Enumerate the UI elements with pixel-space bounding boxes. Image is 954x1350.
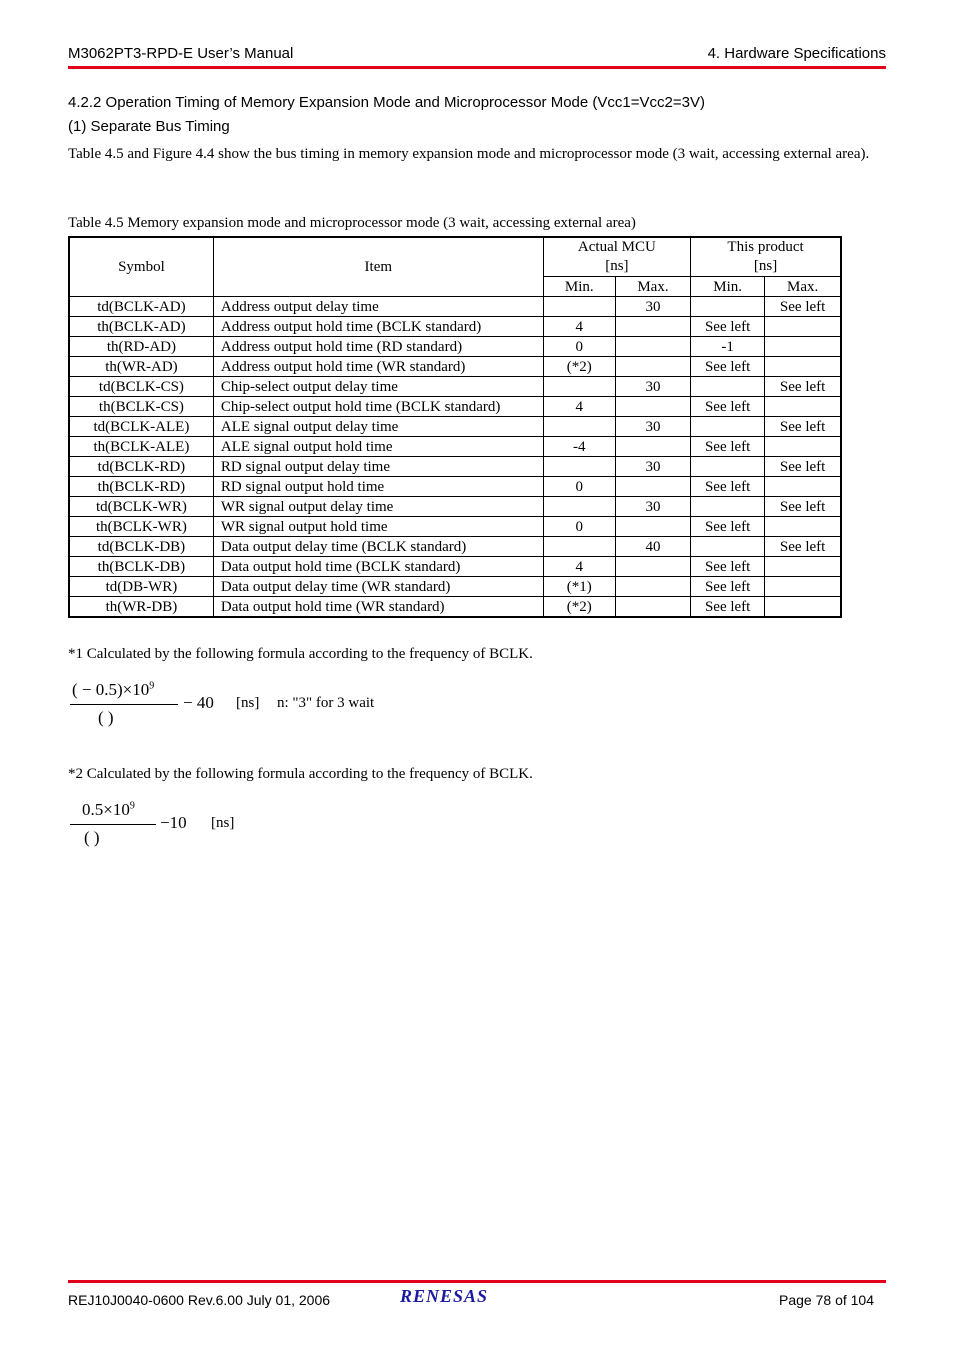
cell-symbol: th(WR-DB) (69, 597, 213, 618)
table-row (69, 377, 841, 397)
note1-tail: − 40 (183, 693, 214, 712)
table-row (69, 477, 841, 497)
cell-this-max (765, 337, 841, 357)
cell-item: RD signal output hold time (213, 477, 543, 497)
cell-actual-max: 40 (615, 537, 690, 557)
footer-doc-id: REJ10J0040-0600 Rev.6.00 July 01, 2006 (68, 1292, 331, 1308)
cell-actual-min: 4 (543, 317, 615, 337)
cell-symbol: td(BCLK-WR) (69, 497, 213, 517)
table-row (69, 557, 841, 577)
cell-actual-max (615, 397, 690, 417)
note1-numerator-text: ( − 0.5)×10 (72, 680, 150, 699)
table-caption: Table 4.5 Memory expansion mode and microprocessor mode (3 wait, accessing external area) (68, 215, 636, 231)
cell-symbol: th(BCLK-RD) (69, 477, 213, 497)
note1-numerator (72, 680, 154, 700)
cell-this-min (691, 297, 765, 317)
note2-text: *2 Calculated by the following formula according to the frequency of BCLK. (68, 766, 533, 782)
cell-actual-max (615, 597, 690, 618)
cell-this-max (765, 477, 841, 497)
cell-actual-max (615, 317, 690, 337)
header-actual-min: Min. (543, 277, 615, 297)
cell-this-max (765, 317, 841, 337)
note1-exponent: 9 (149, 680, 155, 692)
cell-this-min: See left (691, 577, 765, 597)
cell-item: RD signal output delay time (213, 457, 543, 477)
cell-item: Data output hold time (BCLK standard) (213, 557, 543, 577)
cell-item: ALE signal output delay time (213, 417, 543, 437)
timing-table (68, 236, 842, 618)
section-title: 4.2.2 Operation Timing of Memory Expansion Mode and Microprocessor Mode (Vcc1=Vcc2=3V) (68, 94, 705, 111)
table-row (69, 517, 841, 537)
cell-this-max (765, 597, 841, 618)
table-row (69, 537, 841, 557)
header-actual-max: Max. (615, 277, 690, 297)
header-section-title: 4. Hardware Specifications (707, 45, 886, 62)
header-this-product-unit: [ns] (753, 258, 778, 274)
header-item: Item (213, 237, 543, 297)
cell-symbol: td(BCLK-RD) (69, 457, 213, 477)
cell-item: WR signal output delay time (213, 497, 543, 517)
cell-this-min: See left (691, 397, 765, 417)
cell-this-min: See left (691, 437, 765, 457)
cell-item: WR signal output hold time (213, 517, 543, 537)
cell-this-max: See left (765, 457, 841, 477)
cell-actual-max (615, 437, 690, 457)
cell-this-min (691, 457, 765, 477)
cell-symbol: th(BCLK-WR) (69, 517, 213, 537)
cell-this-max (765, 557, 841, 577)
table-row (69, 357, 841, 377)
cell-this-min (691, 377, 765, 397)
cell-actual-min (543, 297, 615, 317)
cell-this-max: See left (765, 497, 841, 517)
cell-this-min: -1 (691, 337, 765, 357)
table-row (69, 497, 841, 517)
note2-exponent: 9 (129, 800, 135, 812)
cell-this-max: See left (765, 537, 841, 557)
cell-this-min: See left (691, 317, 765, 337)
subsection-title: (1) Separate Bus Timing (68, 118, 230, 135)
header-actual-mcu-label: Actual MCU (577, 239, 656, 255)
cell-item: Address output delay time (213, 297, 543, 317)
cell-actual-min (543, 417, 615, 437)
cell-this-min (691, 537, 765, 557)
cell-this-min: See left (691, 557, 765, 577)
cell-actual-max: 30 (615, 377, 690, 397)
note1-text: *1 Calculated by the following formula according to the frequency of BCLK. (68, 646, 533, 662)
cell-actual-max (615, 557, 690, 577)
cell-actual-max: 30 (615, 417, 690, 437)
note1-denominator: ( ) (98, 708, 114, 727)
table-row (69, 337, 841, 357)
footer-divider (68, 1280, 886, 1283)
header-this-product-label: This product (727, 239, 804, 255)
renesas-logo (400, 1286, 512, 1311)
cell-item: Chip-select output delay time (213, 377, 543, 397)
cell-symbol: td(BCLK-AD) (69, 297, 213, 317)
cell-item: Address output hold time (BCLK standard) (213, 317, 543, 337)
table-row (69, 577, 841, 597)
cell-this-max (765, 437, 841, 457)
cell-actual-min: (*2) (543, 357, 615, 377)
cell-actual-max (615, 477, 690, 497)
note1-fraction-bar (70, 704, 178, 705)
header-manual-title: M3062PT3-RPD-E User’s Manual (68, 45, 294, 62)
cell-this-max: See left (765, 297, 841, 317)
note2-tail: −10 (160, 813, 187, 832)
cell-actual-min (543, 457, 615, 477)
note2-denominator: ( ) (84, 828, 100, 847)
cell-symbol: th(RD-AD) (69, 337, 213, 357)
cell-actual-max: 30 (615, 457, 690, 477)
cell-actual-min (543, 537, 615, 557)
cell-item: Address output hold time (WR standard) (213, 357, 543, 377)
cell-actual-max: 30 (615, 297, 690, 317)
cell-actual-min (543, 377, 615, 397)
cell-symbol: th(WR-AD) (69, 357, 213, 377)
cell-this-min (691, 497, 765, 517)
cell-actual-min: 4 (543, 557, 615, 577)
cell-this-min (691, 417, 765, 437)
cell-actual-min: (*1) (543, 577, 615, 597)
cell-this-max: See left (765, 417, 841, 437)
note2-unit: [ns] (211, 815, 235, 831)
cell-symbol: th(BCLK-CS) (69, 397, 213, 417)
table-row (69, 317, 841, 337)
cell-actual-min: 0 (543, 517, 615, 537)
renesas-logo-text: RENESAS (400, 1286, 489, 1306)
cell-symbol: td(BCLK-ALE) (69, 417, 213, 437)
cell-actual-min: (*2) (543, 597, 615, 618)
cell-this-max (765, 577, 841, 597)
cell-symbol: th(BCLK-ALE) (69, 437, 213, 457)
cell-actual-max (615, 577, 690, 597)
cell-actual-min (543, 497, 615, 517)
footer-page-number: Page 78 of 104 (779, 1292, 874, 1308)
table-row (69, 397, 841, 417)
cell-this-max: See left (765, 377, 841, 397)
cell-this-max (765, 397, 841, 417)
intro-paragraph: Table 4.5 and Figure 4.4 show the bus timing in memory expansion mode and microprocessor mode (3 wait, accessing external area). (68, 146, 870, 162)
cell-this-min: See left (691, 477, 765, 497)
header-actual-mcu-unit: [ns] (605, 258, 629, 274)
cell-symbol: td(BCLK-DB) (69, 537, 213, 557)
cell-item: Data output hold time (WR standard) (213, 597, 543, 618)
note2-fraction-bar (70, 824, 156, 825)
cell-this-max (765, 357, 841, 377)
header-this-min: Min. (691, 277, 765, 297)
note1-remark: n: "3" for 3 wait (277, 695, 375, 711)
table-row (69, 417, 841, 437)
cell-item: Data output delay time (BCLK standard) (213, 537, 543, 557)
cell-actual-min: -4 (543, 437, 615, 457)
cell-this-max (765, 517, 841, 537)
cell-item: Address output hold time (RD standard) (213, 337, 543, 357)
cell-symbol: td(DB-WR) (69, 577, 213, 597)
cell-item: Chip-select output hold time (BCLK standard) (213, 397, 543, 417)
note1-unit: [ns] (236, 695, 260, 711)
cell-symbol: th(BCLK-DB) (69, 557, 213, 577)
cell-symbol: td(BCLK-CS) (69, 377, 213, 397)
cell-actual-max (615, 357, 690, 377)
cell-actual-max: 30 (615, 497, 690, 517)
header-actual-mcu (543, 237, 690, 277)
cell-this-min: See left (691, 597, 765, 618)
cell-this-min: See left (691, 357, 765, 377)
cell-actual-max (615, 337, 690, 357)
table-row (69, 457, 841, 477)
header-divider (68, 66, 886, 69)
cell-actual-min: 0 (543, 337, 615, 357)
cell-item: Data output delay time (WR standard) (213, 577, 543, 597)
cell-this-min: See left (691, 517, 765, 537)
table-header-row (69, 237, 841, 277)
header-this-max: Max. (765, 277, 841, 297)
header-symbol: Symbol (69, 237, 213, 297)
cell-symbol: th(BCLK-AD) (69, 317, 213, 337)
cell-actual-min: 0 (543, 477, 615, 497)
cell-actual-max (615, 517, 690, 537)
table-row (69, 297, 841, 317)
table-row (69, 597, 841, 618)
table-row (69, 437, 841, 457)
cell-actual-min: 4 (543, 397, 615, 417)
cell-item: ALE signal output hold time (213, 437, 543, 457)
note2-numerator (82, 800, 135, 820)
header-this-product (691, 237, 841, 277)
note2-numerator-text: 0.5×10 (82, 800, 130, 819)
